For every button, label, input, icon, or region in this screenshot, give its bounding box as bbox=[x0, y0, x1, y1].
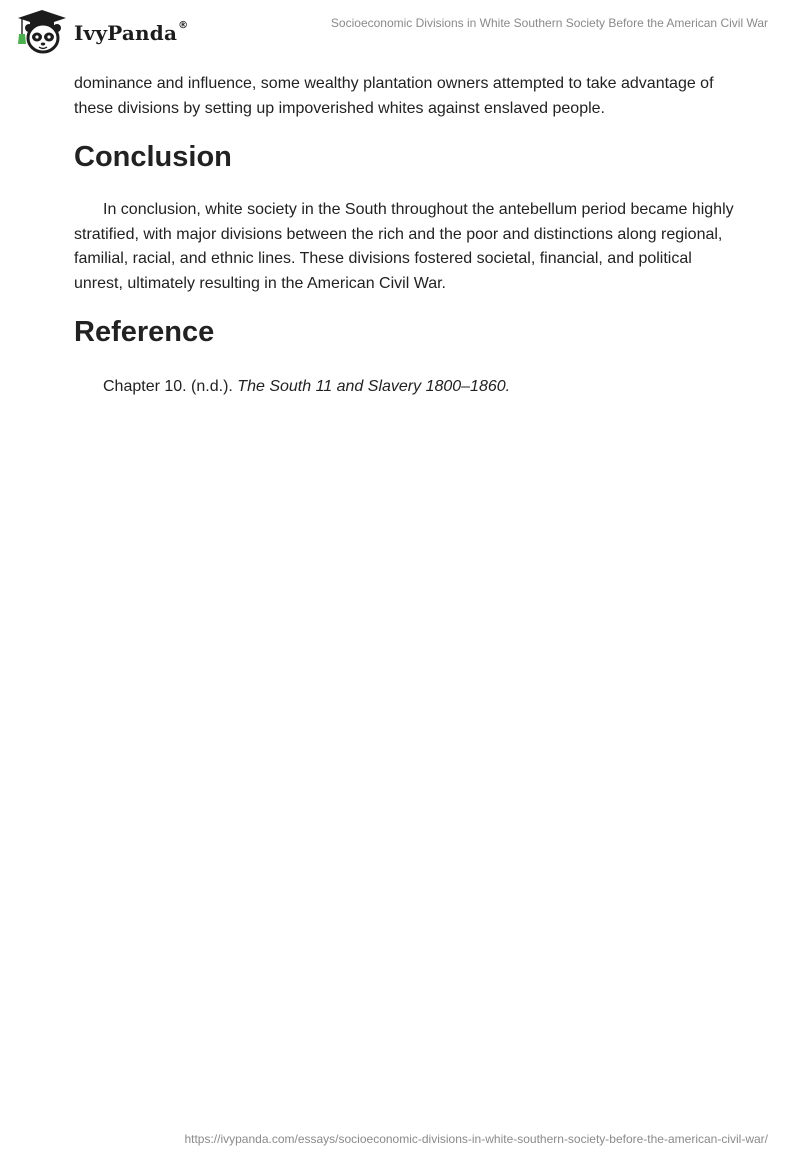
footer-url-link[interactable]: https://ivypanda.com/essays/socioeconomic-divisions-in-white-southern-society-before-the-american-civil-war/ bbox=[184, 1132, 768, 1146]
registered-mark: ® bbox=[178, 20, 189, 31]
reference-title: The South 11 and Slavery 1800–1860. bbox=[237, 378, 511, 395]
reference-heading: Reference bbox=[74, 316, 215, 348]
panda-graduate-icon bbox=[16, 8, 70, 56]
continuation-paragraph: dominance and influence, some wealthy plantation owners attempted to take advantage of these divisions by setting up impoverished whites against enslaved people. bbox=[74, 75, 714, 117]
conclusion-heading: Conclusion bbox=[74, 141, 232, 173]
logo-wordmark bbox=[74, 21, 188, 45]
document-body bbox=[74, 72, 734, 399]
conclusion-paragraph: In conclusion, white society in the South throughout the antebellum period became highly stratified, with major divisions between the rich and the poor and distinctions along regional, familial, racial, and ethnic lines. These divisions fostered societal, financial, and political unrest, ultimately resulting in the American Civil War. bbox=[74, 201, 734, 292]
page-header bbox=[0, 0, 800, 64]
running-title: Socioeconomic Divisions in White Southern Society Before the American Civil War bbox=[330, 16, 768, 30]
reference-entry bbox=[74, 375, 734, 399]
reference-prefix: Chapter 10. (n.d.). bbox=[103, 378, 238, 395]
logo-text: IvyPanda bbox=[74, 21, 178, 45]
ivypanda-logo[interactable] bbox=[16, 8, 188, 56]
